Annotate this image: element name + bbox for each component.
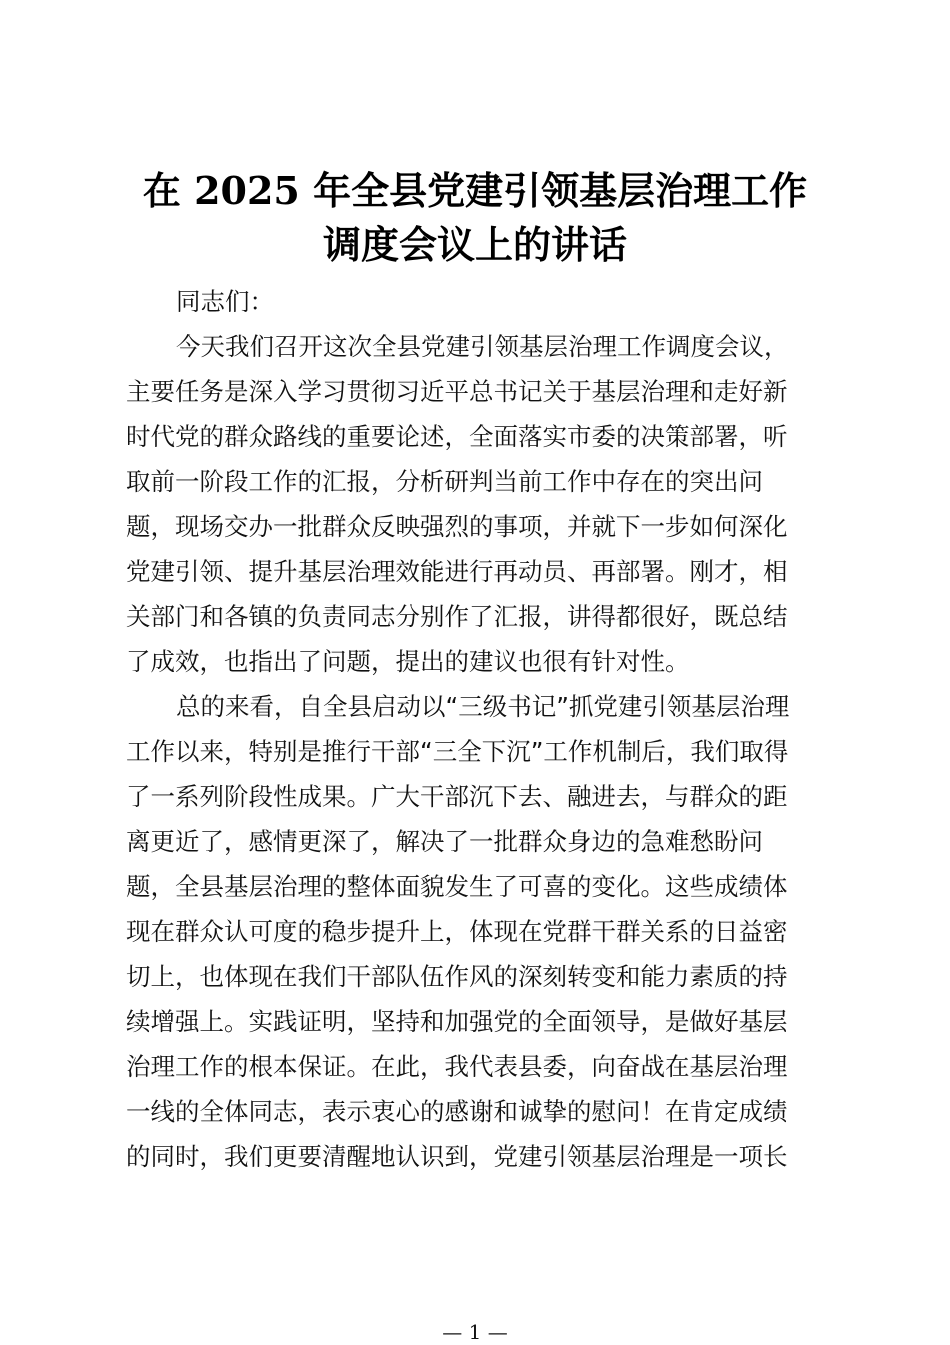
paragraph-opening [126, 324, 820, 684]
paragraph-line: 总的来看，自全县启动以“三级书记”抓党建引领基层治理 [176, 692, 790, 721]
speech-body [126, 279, 820, 1179]
title-line: 在 2025 年全县党建引领基层治理工作 [142, 168, 808, 213]
title-line: 调度会议上的讲话 [322, 222, 627, 267]
document-title [80, 164, 870, 272]
paragraph-line: 一线的全体同志，表示衷心的感谢和诚挚的慰问！在肯定成绩 [126, 1097, 788, 1126]
page-number: — 1 — [442, 1320, 508, 1344]
paragraph-line: 主要任务是深入学习贯彻习近平总书记关于基层治理和走好新 [126, 377, 788, 406]
paragraph-line: 时代党的群众路线的重要论述，全面落实市委的决策部署，听 [126, 422, 788, 451]
paragraph-line: 续增强上。实践证明，坚持和加强党的全面领导，是做好基层 [126, 1007, 788, 1036]
paragraph-line: 题，全县基层治理的整体面貌发生了可喜的变化。这些成绩体 [126, 872, 788, 901]
paragraph-line: 党建引领、提升基层治理效能进行再动员、再部署。刚才，相 [126, 557, 788, 586]
salutation: 同志们： [176, 287, 274, 316]
paragraph-line: 的同时，我们更要清醒地认识到，党建引领基层治理是一项长 [126, 1142, 788, 1171]
paragraph-line: 了成效，也指出了问题，提出的建议也很有针对性。 [126, 647, 690, 676]
paragraph-line: 切上，也体现在我们干部队伍作风的深刻转变和能力素质的持 [126, 962, 788, 991]
paragraph-line: 了一系列阶段性成果。广大干部沉下去、融进去，与群众的距 [126, 782, 788, 811]
paragraph-line: 关部门和各镇的负责同志分别作了汇报，讲得都很好，既总结 [126, 602, 788, 631]
paragraph-line: 现在群众认可度的稳步提升上，体现在党群干群关系的日益密 [126, 917, 788, 946]
paragraph-line: 取前一阶段工作的汇报，分析研判当前工作中存在的突出问 [126, 467, 763, 496]
paragraph-line: 治理工作的根本保证。在此，我代表县委，向奋战在基层治理 [126, 1052, 788, 1081]
paragraph-line: 今天我们召开这次全县党建引领基层治理工作调度会议， [176, 332, 789, 361]
paragraph-summary [126, 684, 820, 1179]
paragraph-line: 离更近了，感情更深了，解决了一批群众身边的急难愁盼问 [126, 827, 763, 856]
paragraph-line: 工作以来，特别是推行干部“三全下沉”工作机制后，我们取得 [126, 737, 789, 766]
paragraph-line: 题，现场交办一批群众反映强烈的事项，并就下一步如何深化 [126, 512, 788, 541]
